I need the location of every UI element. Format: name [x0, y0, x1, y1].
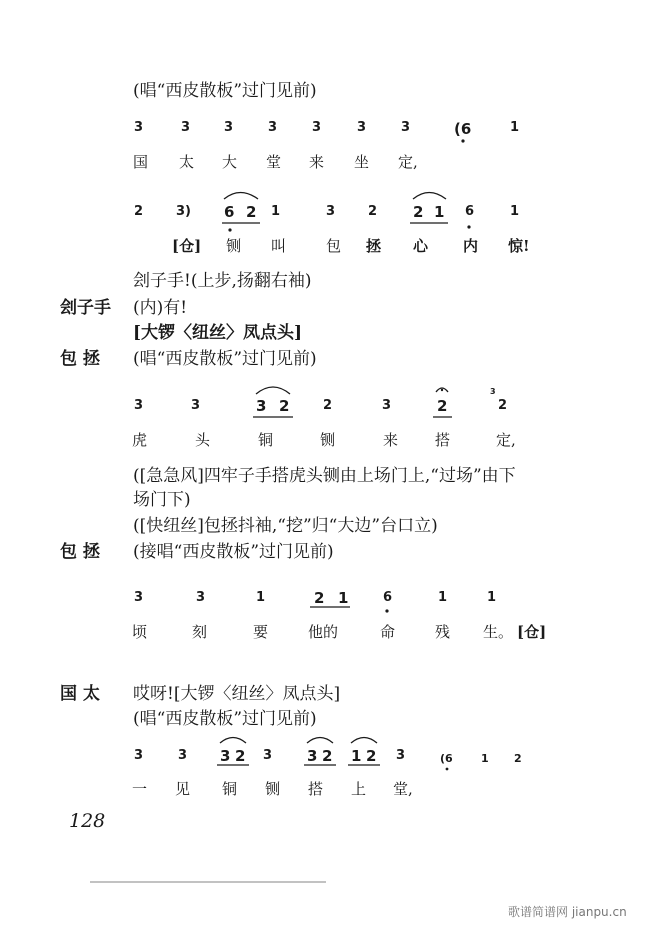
note: 3	[134, 590, 144, 605]
note: 3	[224, 120, 234, 135]
spoken-line: 刽子手!(上步,扬翻右袖)	[133, 271, 312, 291]
slur-arc	[413, 193, 446, 200]
lyric: 生。	[483, 623, 514, 641]
lyric: 一	[132, 780, 148, 798]
lyric: 铡	[265, 780, 281, 798]
stage-direction: (唱“西皮散板”过门见前)	[133, 349, 317, 369]
note: 2	[514, 752, 522, 765]
note: 3	[191, 398, 201, 413]
lyric: 搭	[308, 780, 324, 798]
dialogue-text: 哎呀![大锣〈纽丝〉凤点头]	[133, 684, 341, 704]
note: 2	[134, 204, 144, 219]
speaker-name: 国 太	[60, 684, 100, 704]
octave-dot	[461, 139, 464, 142]
lyric: 太	[179, 153, 195, 171]
note: 2	[498, 398, 508, 413]
note: 1	[438, 590, 448, 605]
lyric: 定,	[398, 153, 418, 171]
lyric: 包	[326, 237, 342, 255]
lyric: 拯	[366, 237, 382, 255]
octave-dot	[385, 609, 388, 612]
note: 3	[134, 120, 144, 135]
lyric: 他的	[308, 623, 339, 641]
fermata-dot	[441, 389, 443, 391]
note: 2	[437, 397, 448, 415]
lyric: 坐	[354, 153, 370, 171]
note: 3	[312, 120, 322, 135]
lyric: 铡	[320, 431, 336, 449]
stage-direction: ([急急风]四牢子手搭虎头铡由上场门上,“过场”由下	[133, 466, 516, 486]
percussion-cue: [大锣〈纽丝〉凤点头]	[133, 323, 303, 343]
note: 1	[487, 590, 497, 605]
note: 6	[383, 590, 393, 605]
lyric: 见	[175, 780, 191, 798]
lyric: 内	[463, 237, 479, 255]
slur-arc	[307, 738, 333, 744]
note: 3	[178, 748, 188, 763]
note: 2	[314, 589, 325, 607]
note: 2	[368, 204, 378, 219]
grace-note	[490, 387, 496, 396]
octave-dot	[446, 768, 449, 771]
lyric: 上	[351, 780, 367, 798]
note: 2	[413, 203, 424, 221]
note: 1	[271, 204, 281, 219]
note: 2	[246, 203, 257, 221]
lyric: 定,	[496, 431, 516, 449]
slur-arc	[220, 738, 246, 744]
speaker-name: 刽子手	[60, 298, 111, 318]
lyric: 铜	[258, 431, 274, 449]
lyric: [仓]	[517, 623, 547, 641]
lyric: 头	[195, 431, 211, 449]
note: 3	[357, 120, 367, 135]
note: 1	[338, 589, 349, 607]
stage-direction: (唱“西皮散板”过门见前)	[133, 81, 317, 101]
speaker-name: 包 拯	[60, 542, 100, 562]
lyric: 心	[413, 237, 429, 255]
note: 2	[279, 397, 290, 415]
lyric: 要	[253, 623, 269, 641]
note: 3	[268, 120, 278, 135]
note: 3	[263, 748, 273, 763]
dialogue-text: (内)有!	[133, 298, 188, 318]
note: 3)	[176, 204, 191, 219]
lyric: 惊!	[508, 237, 530, 255]
note: (6	[454, 120, 472, 138]
note: 1	[510, 120, 520, 135]
lyric: [仓]	[172, 237, 202, 255]
note: 3	[396, 748, 406, 763]
note: 3	[134, 398, 144, 413]
lyric: 铡	[226, 237, 242, 255]
lyric: 堂,	[393, 780, 413, 798]
note: 3	[220, 747, 231, 765]
lyric: 铜	[222, 780, 238, 798]
note: 1	[351, 747, 362, 765]
note: 3	[401, 120, 411, 135]
lyric: 国	[133, 153, 149, 171]
note: 1	[256, 590, 266, 605]
note: 1	[481, 752, 489, 765]
note: 3	[307, 747, 318, 765]
note: 3	[196, 590, 206, 605]
stage-direction: (唱“西皮散板”过门见前)	[133, 709, 317, 729]
svg-text:3: 3	[490, 387, 496, 396]
lyric: 大	[222, 153, 238, 171]
slur-arc	[256, 387, 290, 394]
note: 3	[181, 120, 191, 135]
note: 2	[322, 747, 333, 765]
lyric: 刻	[192, 623, 208, 641]
note: 3	[326, 204, 336, 219]
stage-direction: ([快纽丝]包拯抖袖,“挖”归“大边”台口立)	[133, 516, 438, 536]
note: 2	[366, 747, 377, 765]
watermark: 歌谱简谱网 jianpu.cn	[508, 905, 627, 919]
lyric: 顷	[132, 623, 148, 641]
note: 1	[510, 204, 520, 219]
lyric: 叫	[271, 237, 287, 255]
page-number: 128	[69, 810, 106, 832]
note: 3	[382, 398, 392, 413]
note: (6	[440, 752, 453, 765]
lyric: 虎	[132, 431, 148, 449]
note: 1	[434, 203, 445, 221]
note: 2	[323, 398, 333, 413]
stage-direction: (接唱“西皮散板”过门见前)	[133, 542, 334, 562]
note: 3	[134, 748, 144, 763]
speaker-name: 包 拯	[60, 349, 100, 369]
lyric: 残	[435, 623, 451, 641]
slur-arc	[351, 738, 377, 744]
lyric: 来	[309, 153, 325, 171]
note: 6	[465, 204, 475, 219]
octave-dot	[228, 228, 231, 231]
note: 3	[256, 397, 267, 415]
scan-artifact	[90, 881, 326, 883]
lyric: 来	[383, 431, 399, 449]
lyric: 命	[380, 623, 396, 641]
note: 2	[235, 747, 246, 765]
note: 6	[224, 203, 235, 221]
octave-dot	[467, 225, 470, 228]
stage-direction: 场门下)	[133, 490, 191, 510]
slur-arc	[224, 193, 258, 200]
lyric: 堂	[266, 153, 282, 171]
lyric: 搭	[435, 431, 451, 449]
